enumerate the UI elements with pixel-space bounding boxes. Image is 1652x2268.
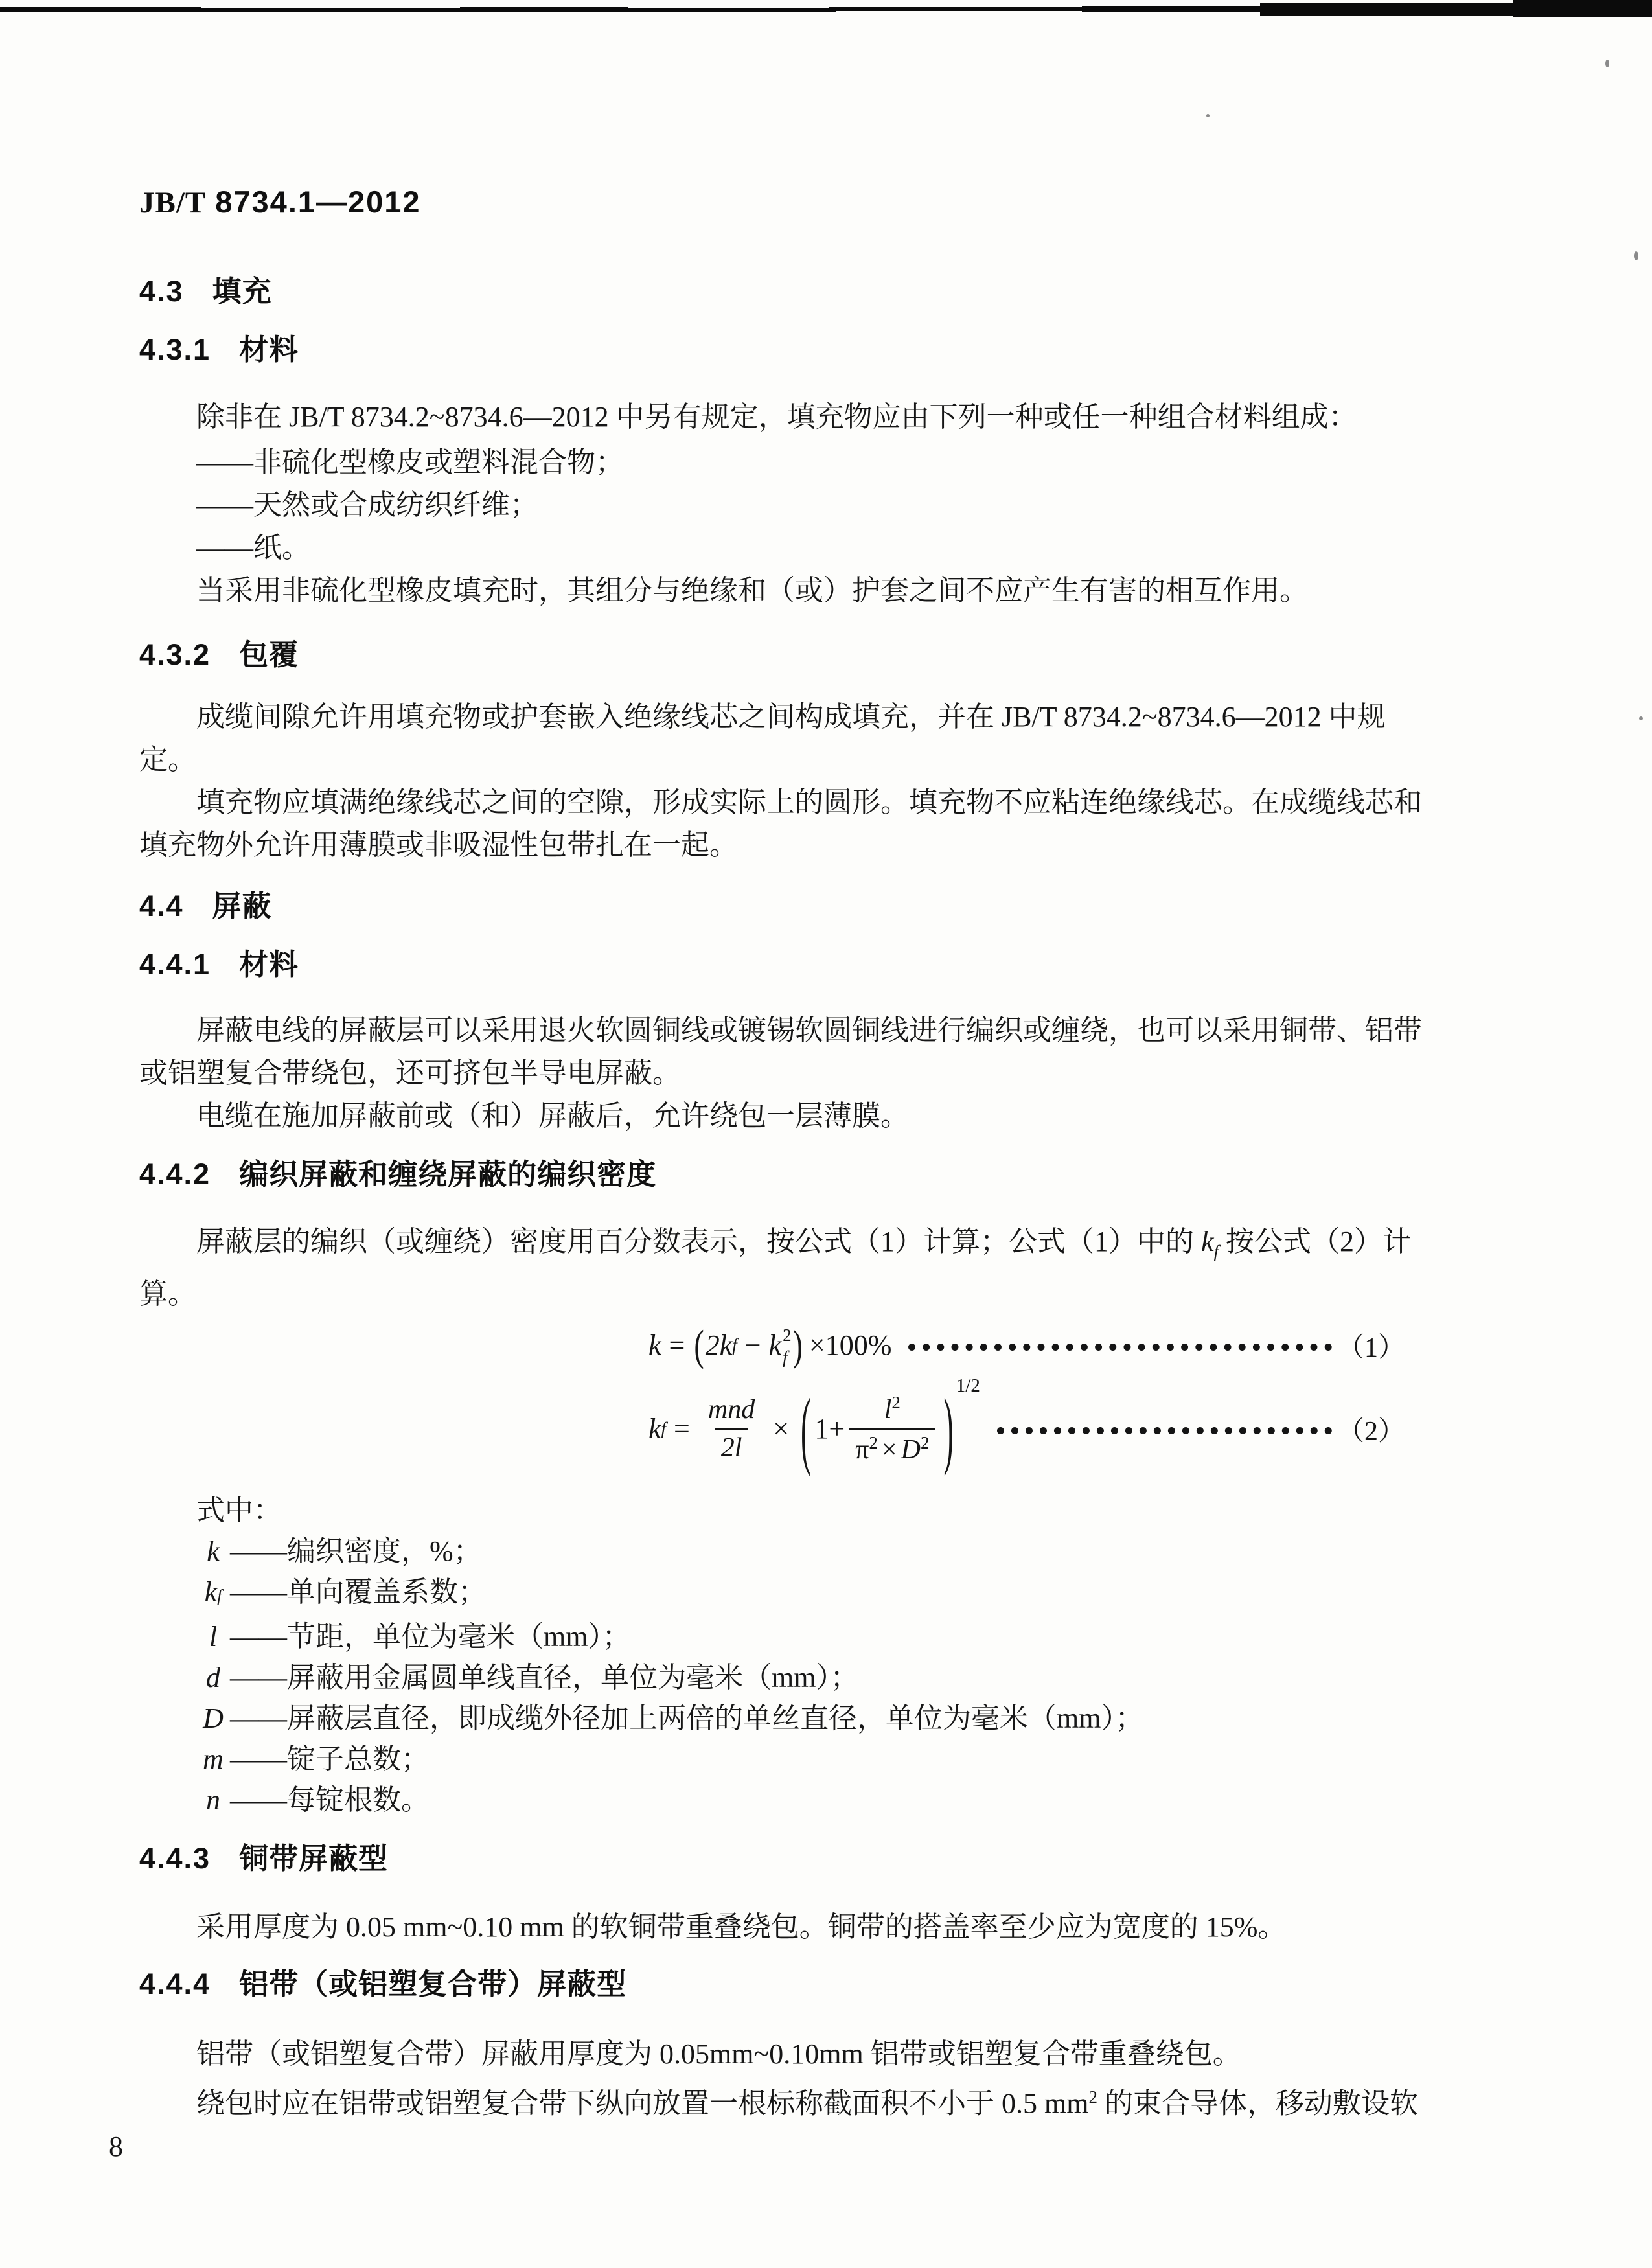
heading-number: 4.4.1 bbox=[139, 948, 211, 981]
heading-4-4 bbox=[139, 890, 1552, 922]
left-paren: ( bbox=[801, 1380, 811, 1477]
symbol-base: D bbox=[203, 1702, 224, 1734]
symbol-base: d bbox=[206, 1661, 220, 1693]
paragraph bbox=[139, 2076, 1552, 2125]
page-number: 8 bbox=[109, 2131, 123, 2162]
times-sign: × bbox=[881, 1434, 897, 1465]
list-item: ——天然或合成纺织纤维； bbox=[196, 489, 538, 521]
text-run: 的束合导体，移动敷设软 bbox=[1097, 2087, 1418, 2120]
symbol-base: k bbox=[204, 1575, 218, 1608]
heading-4-3 bbox=[139, 275, 1552, 308]
term-kf2: k bbox=[768, 1329, 782, 1362]
paragraph: 铝带（或铝塑复合带）屏蔽用厚度为 0.05mm~0.10mm 铝带或铝塑复合带重叠绕包。 bbox=[196, 2037, 1241, 2070]
scan-speck bbox=[1605, 60, 1609, 67]
paragraph: 除非在 JB/T 8734.2~8734.6—2012 中另有规定，填充物应由下列一种或任一种组合材料组成： bbox=[196, 401, 1357, 433]
symbol-kf: k bbox=[1201, 1226, 1214, 1257]
right-paren: ) bbox=[792, 1321, 803, 1369]
formula-1 bbox=[648, 1322, 1405, 1369]
dot-leader bbox=[908, 1344, 1332, 1351]
heading-title: 屏蔽 bbox=[212, 889, 272, 922]
definition-row bbox=[139, 1698, 1552, 1739]
heading-title: 填充 bbox=[212, 275, 272, 308]
heading-number: 4.3.1 bbox=[139, 333, 211, 366]
symbol-base: m bbox=[203, 1743, 224, 1775]
formula-number: （1） bbox=[1337, 1333, 1405, 1363]
scan-speck bbox=[1634, 251, 1638, 260]
formula-2 bbox=[648, 1375, 1405, 1480]
heading-title: 编织屏蔽和缠绕屏蔽的编织密度 bbox=[239, 1158, 657, 1191]
heading-4-4-1 bbox=[139, 948, 1552, 981]
equals-sign: = bbox=[669, 1329, 685, 1362]
symbol bbox=[196, 1698, 230, 1739]
symbol-base: n bbox=[206, 1783, 220, 1816]
heading-number: 4.3.2 bbox=[139, 638, 211, 671]
definition-text: ——每锭根数。 bbox=[230, 1783, 430, 1816]
symbol-kf-subscript: f bbox=[1213, 1241, 1219, 1261]
superscript-2: 2 bbox=[920, 1432, 930, 1452]
paragraph-line: 屏蔽电线的屏蔽层可以采用退火软圆铜线或镀锡软圆铜线进行编织或缠绕，也可以采用铜带、铝带 bbox=[196, 1014, 1422, 1046]
denominator-pi2D2 bbox=[849, 1428, 935, 1465]
text-run: 绕包时应在铝带或铝塑复合带下纵向放置一根标称截面积不小于 0.5 mm bbox=[196, 2087, 1089, 2120]
heading-title: 材料 bbox=[239, 948, 299, 981]
list-item: ——非硫化型橡皮或塑料混合物； bbox=[196, 446, 624, 478]
paragraph-line: 成缆间隙允许用填充物或护套嵌入绝缘线芯之间构成填充，并在 JB/T 8734.2~8734.6—2012 中规 bbox=[196, 701, 1386, 733]
paragraph-line: 定。 bbox=[139, 744, 196, 775]
superscript-2: 2 bbox=[783, 1325, 792, 1346]
symbol bbox=[196, 1739, 230, 1780]
symbol bbox=[196, 1780, 230, 1820]
right-paren: ) bbox=[943, 1380, 954, 1477]
paragraph-line bbox=[139, 1220, 1552, 1273]
text-run: 按公式（2）计 bbox=[1219, 1226, 1412, 1257]
paragraph: 电缆在施加屏蔽前或（和）屏蔽后，允许绕包一层薄膜。 bbox=[196, 1100, 909, 1132]
definition-row bbox=[139, 1572, 1552, 1616]
paragraph bbox=[139, 696, 1552, 781]
symbol bbox=[196, 1572, 230, 1616]
minus-sign: − bbox=[744, 1329, 761, 1362]
paragraph bbox=[139, 781, 1552, 867]
var-k: k bbox=[648, 1329, 661, 1362]
heading-number: 4.3 bbox=[139, 275, 184, 308]
paragraph: 采用厚度为 0.05 mm~0.10 mm 的软铜带重叠绕包。铜带的搭盖率至少应为宽度的 15%。 bbox=[196, 1910, 1287, 1943]
subscript-f: f bbox=[783, 1347, 788, 1367]
scan-speck bbox=[1639, 716, 1643, 720]
var-l: l bbox=[884, 1394, 892, 1425]
definition-text: ——锭子总数； bbox=[230, 1743, 430, 1775]
heading-number: 4.4 bbox=[139, 889, 184, 922]
heading-number: 4.4.3 bbox=[139, 1841, 211, 1875]
heading-title: 铜带屏蔽型 bbox=[239, 1841, 389, 1875]
heading-4-3-2 bbox=[139, 639, 1552, 671]
paragraph bbox=[139, 1009, 1552, 1095]
definition-text: ——屏蔽用金属圆单线直径，单位为毫米（mm）； bbox=[230, 1661, 859, 1693]
heading-title: 包覆 bbox=[239, 638, 299, 671]
definition-row bbox=[139, 1531, 1552, 1572]
paragraph-line: 填充物应填满绝缘线芯之间的空隙，形成实际上的圆形。填充物不应粘连绝缘线芯。在成缆线芯和 bbox=[196, 786, 1422, 818]
term-2kf: 2k bbox=[705, 1329, 733, 1362]
subscript-f: f bbox=[732, 1335, 737, 1355]
var-kf: k bbox=[648, 1413, 661, 1445]
definition-text: ——节距，单位为毫米（mm）； bbox=[230, 1620, 631, 1653]
symbol-sub: f bbox=[217, 1586, 222, 1605]
where-label: 式中： bbox=[196, 1494, 282, 1526]
sub-sup-stack bbox=[783, 1327, 792, 1366]
symbol-base: l bbox=[209, 1620, 218, 1653]
heading-number: 4.4.2 bbox=[139, 1158, 211, 1191]
heading-4-4-4 bbox=[139, 1968, 1552, 2000]
symbol-definitions bbox=[139, 1531, 1552, 1820]
times-sign: × bbox=[773, 1413, 790, 1445]
definition-row bbox=[139, 1616, 1552, 1657]
fraction-l2-pi2D2 bbox=[849, 1393, 935, 1465]
heading-number: 4.4.4 bbox=[139, 1967, 211, 2000]
fraction-mnd-2l bbox=[702, 1395, 761, 1463]
numerator-l2 bbox=[878, 1393, 907, 1428]
dot-leader bbox=[997, 1427, 1332, 1434]
definition-row bbox=[139, 1657, 1552, 1698]
definition-text: ——屏蔽层直径，即成缆外径加上两倍的单丝直径，单位为毫米（mm）； bbox=[230, 1702, 1144, 1734]
subscript-f: f bbox=[661, 1419, 667, 1439]
definition-text: ——编织密度，%； bbox=[230, 1535, 482, 1567]
definition-text: ——单向覆盖系数； bbox=[230, 1575, 487, 1608]
standard-code: JB/T bbox=[139, 186, 207, 220]
text-run: 屏蔽层的编织（或缠绕）密度用百分数表示，按公式（1）计算；公式（1）中的 bbox=[196, 1226, 1201, 1257]
symbol bbox=[196, 1657, 230, 1698]
exponent-half: 1/2 bbox=[956, 1375, 980, 1396]
paragraph-line: 算。 bbox=[139, 1277, 196, 1310]
superscript-2: 2 bbox=[1088, 2087, 1097, 2107]
heading-4-4-2 bbox=[139, 1158, 1552, 1191]
paragraph-line: 填充物外允许用薄膜或非吸湿性包带扎在一起。 bbox=[139, 829, 738, 861]
symbol bbox=[196, 1616, 230, 1657]
standard-number: 8734.1—2012 bbox=[215, 185, 421, 219]
denominator-2l: 2l bbox=[715, 1428, 749, 1463]
heading-4-4-3 bbox=[139, 1842, 1552, 1875]
paragraph-line: 或铝塑复合带绕包，还可挤包半导电屏蔽。 bbox=[139, 1057, 681, 1089]
definition-row bbox=[139, 1780, 1552, 1820]
symbol-base: k bbox=[207, 1535, 220, 1567]
dash-list bbox=[139, 441, 1552, 569]
one-plus: 1+ bbox=[814, 1413, 845, 1445]
times-100: ×100% bbox=[809, 1329, 892, 1362]
var-D: D bbox=[901, 1434, 921, 1465]
left-paren: ( bbox=[694, 1321, 704, 1369]
page-content bbox=[139, 0, 1552, 2125]
pi: π bbox=[855, 1434, 869, 1465]
symbol bbox=[196, 1531, 230, 1572]
heading-4-3-1 bbox=[139, 334, 1552, 366]
numerator-mnd: mnd bbox=[707, 1394, 755, 1425]
paragraph bbox=[139, 1220, 1552, 1316]
formula-number: （2） bbox=[1337, 1416, 1405, 1447]
paragraph: 当采用非硫化型橡皮填充时，其组分与绝缘和（或）护套之间不应产生有害的相互作用。 bbox=[196, 575, 1308, 606]
heading-title: 铝带（或铝塑复合带）屏蔽型 bbox=[239, 1967, 627, 2000]
definition-row bbox=[139, 1739, 1552, 1780]
document-header bbox=[139, 187, 1552, 218]
list-item: ——纸。 bbox=[196, 532, 310, 564]
equals-sign: = bbox=[674, 1413, 690, 1445]
superscript-2: 2 bbox=[869, 1432, 878, 1452]
heading-title: 材料 bbox=[239, 333, 299, 366]
superscript-2: 2 bbox=[891, 1392, 901, 1412]
